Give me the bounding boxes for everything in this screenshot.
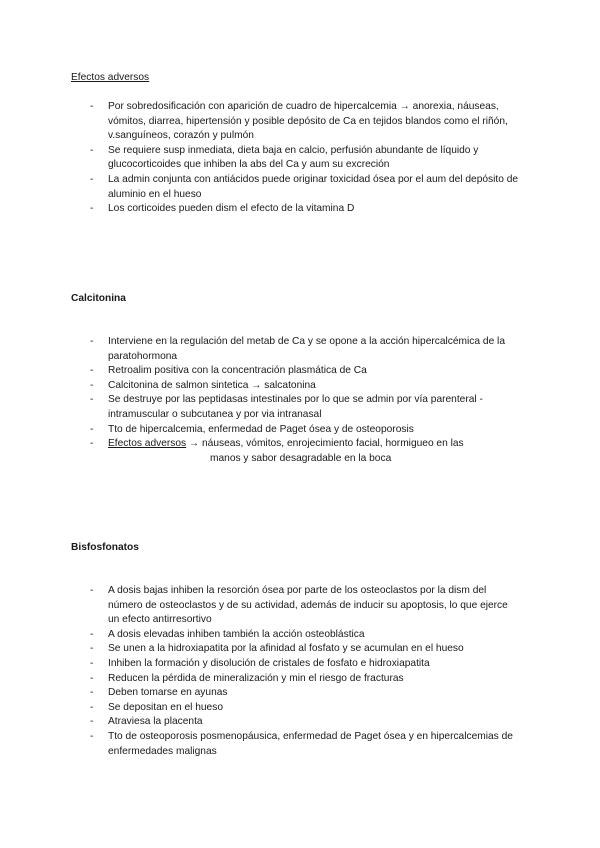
bullet-dash: - xyxy=(90,585,94,596)
bullet-dash: - xyxy=(90,144,94,156)
adverse-effects-text: → náuseas, vómitos, enrojecimiento facial, hormigueo en las xyxy=(186,438,464,450)
bullet-dash: - xyxy=(90,394,94,406)
list-item: - Reducen la pérdida de mineralización y min el riesgo de fracturas xyxy=(0,672,600,687)
adverse-effects-label: Efectos adversos xyxy=(108,438,187,450)
bullet-dash: - xyxy=(90,365,94,377)
bullet-dash: - xyxy=(90,101,94,112)
list-item-adverse-effects xyxy=(0,437,600,466)
list-item: - Retroalim positiva con la concentración plasmática de Ca xyxy=(0,364,600,379)
bullet-dash: - xyxy=(90,687,94,699)
list-item: - Tto de osteoporosis posmenopáusica, enfermedad de Paget ósea y en hipercalcemias de enfermedades malignas xyxy=(90,730,513,757)
list-item: - Se unen a la hidroxiapatita por la afinidad al fosfato y se acumulan en el hueso xyxy=(0,642,600,657)
calcitonina-list xyxy=(0,335,600,466)
bullet-dash: - xyxy=(90,657,94,669)
list-item: - A dosis elevadas inhiben también la acción osteoblástica xyxy=(0,628,600,643)
list-item: - Interviene en la regulación del metab de Ca y se opone a la acción hipercalcémica de la paratohormona xyxy=(90,336,505,362)
section-heading-calcitonina: Calcitonina xyxy=(71,293,126,304)
list-item: - Atraviesa la placenta xyxy=(0,715,600,730)
list-item: - Los corticoides pueden dism el efecto de la vitamina D xyxy=(0,202,600,217)
bullet-dash: - xyxy=(90,701,94,713)
bullet-dash: - xyxy=(90,730,94,742)
list-item: - Se depositan en el hueso xyxy=(0,701,600,716)
bisfosfonatos-list xyxy=(0,584,600,759)
bullet-dash: - xyxy=(90,716,94,728)
bullet-dash: - xyxy=(90,203,94,215)
list-item: - A dosis bajas inhiben la resorción ósea por parte de los osteoclastos por la dism del número de osteoclastos y de su actividad, además de inducir su apoptosis, lo que ejerce un efecto antirresortivo xyxy=(90,585,508,626)
list-item: - Tto de hipercalcemia, enfermedad de Paget ósea y de osteoporosis xyxy=(0,423,600,438)
bullet-dash: - xyxy=(90,672,94,684)
bullet-dash: - xyxy=(90,438,94,450)
efectos-adversos-list xyxy=(0,100,600,217)
bullet-dash: - xyxy=(90,423,94,435)
list-item: - Por sobredosificación con aparición de cuadro de hipercalcemia → anorexia, náuseas, vómitos, diarrea, hipertensión y posible depósito de Ca en tejidos blandos como el riñón, v.sanguíneos, corazón y pulmón xyxy=(90,101,508,142)
bullet-dash: - xyxy=(90,173,94,185)
bullet-dash: - xyxy=(90,628,94,640)
adverse-effects-continuation: manos y sabor desagradable en la boca xyxy=(210,452,392,464)
bullet-dash: - xyxy=(90,336,94,347)
list-item: - La admin conjunta con antiácidos puede originar toxicidad ósea por el aum del depósito de aluminio en el hueso xyxy=(90,173,519,200)
section-heading-efectos-adversos: Efectos adversos xyxy=(71,72,150,83)
bullet-dash: - xyxy=(90,643,94,655)
list-item: - Calcitonina de salmon sintetica → salcatonina xyxy=(0,379,600,394)
bullet-dash: - xyxy=(90,379,94,391)
list-item: - Inhiben la formación y disolución de cristales de fosfato e hidroxiapatita xyxy=(0,657,600,672)
list-item: - Deben tomarse en ayunas xyxy=(0,686,600,701)
section-heading-bisfosfonatos: Bisfosfonatos xyxy=(71,542,139,553)
list-item: - Se requiere susp inmediata, dieta baja en calcio, perfusión abundante de líquido y glucocorticoides que inhiben la abs del Ca y aum su excreción xyxy=(90,144,479,171)
list-item: - Se destruye por las peptidasas intestinales por lo que se admin por vía parenteral - intramuscular o subcutanea y por via intranasal xyxy=(90,394,483,420)
